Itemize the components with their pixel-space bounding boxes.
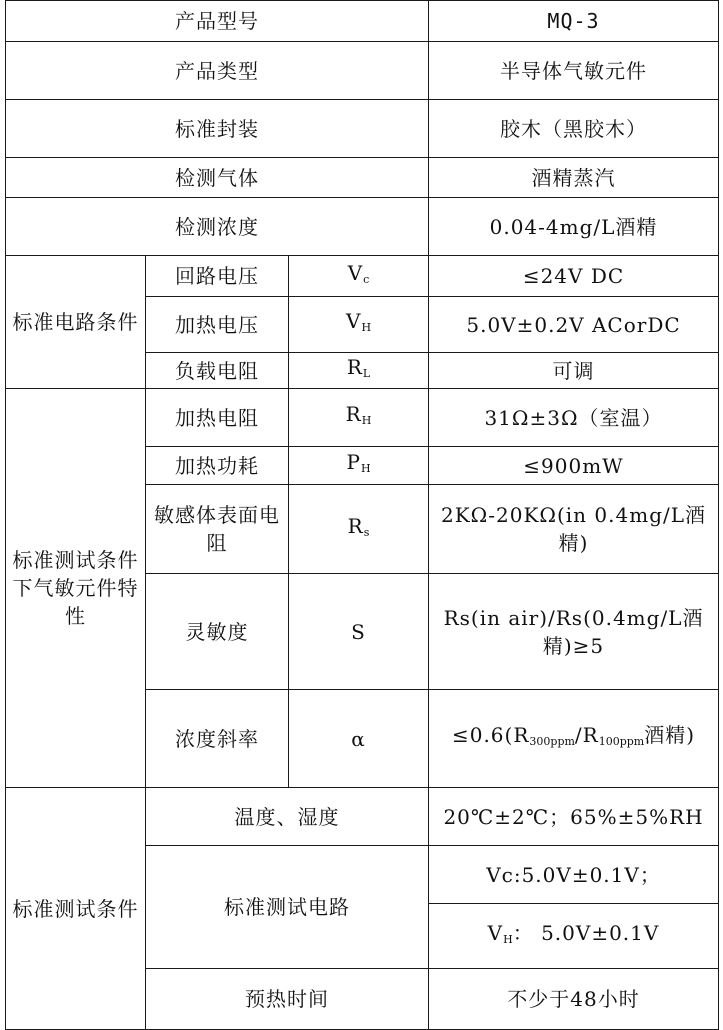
row-label-model: 产品型号: [6, 1, 429, 42]
table-row: [6, 100, 719, 158]
param-name: 浓度斜率: [146, 690, 289, 788]
table-row: [6, 256, 719, 297]
row-label-package: 标准封装: [6, 100, 429, 158]
table-row: [6, 1, 719, 42]
param-name: 预热时间: [146, 969, 429, 1030]
param-name: 负载电阻: [146, 353, 289, 389]
param-value: 31Ω±3Ω（室温）: [429, 389, 719, 447]
param-name: 加热电压: [146, 297, 289, 353]
table-row: [6, 198, 719, 256]
param-symbol: $P_H$: [289, 447, 429, 485]
param-symbol: $R_s$: [289, 485, 429, 574]
param-value: 20℃±2℃；65%±5%RH: [429, 788, 719, 846]
param-name: 加热电阻: [146, 389, 289, 447]
param-value: $\le 0.6(R_{300ppm}/R_{100ppm}$酒精): [429, 690, 719, 788]
param-name: 标准测试电路: [146, 846, 429, 969]
row-label-gas: 检测气体: [6, 158, 429, 198]
row-label-type: 产品类型: [6, 42, 429, 100]
row-value-package: 胶木（黑胶木）: [429, 100, 719, 158]
group-circuit: 标准电路条件: [6, 256, 146, 389]
table-row: [6, 158, 719, 198]
param-value: $V_H$： 5.0V±0.1V: [429, 904, 719, 969]
param-name: 灵敏度: [146, 574, 289, 690]
row-value-type: 半导体气敏元件: [429, 42, 719, 100]
param-symbol: $R_H$: [289, 389, 429, 447]
param-symbol: $R_L$: [289, 353, 429, 389]
param-name: 回路电压: [146, 256, 289, 297]
spec-table: [5, 0, 719, 1030]
param-name: 加热功耗: [146, 447, 289, 485]
param-name: 温度、湿度: [146, 788, 429, 846]
param-name: 敏感体表面电阻: [146, 485, 289, 574]
row-value-concentration: 0.04-4mg/L酒精: [429, 198, 719, 256]
row-value-model: MQ-3: [429, 1, 719, 42]
row-value-gas: 酒精蒸汽: [429, 158, 719, 198]
param-value: Vc:5.0V±0.1V；: [429, 846, 719, 904]
param-symbol: $V_H$: [289, 297, 429, 353]
param-symbol: S: [289, 574, 429, 690]
param-value: 不少于48小时: [429, 969, 719, 1030]
param-value: 2KΩ-20KΩ(in 0.4mg/L酒精): [429, 485, 719, 574]
group-characteristics: 标准测试条件下气敏元件特性: [6, 389, 146, 788]
table-row: [6, 788, 719, 846]
param-value: 5.0V±0.2V ACorDC: [429, 297, 719, 353]
param-value: Rs(in air)/Rs(0.4mg/L酒精)≥5: [429, 574, 719, 690]
param-symbol: $V_c$: [289, 256, 429, 297]
table-row: [6, 42, 719, 100]
param-value: ≤900mW: [429, 447, 719, 485]
param-symbol: α: [289, 690, 429, 788]
param-value: 可调: [429, 353, 719, 389]
table-row: [6, 389, 719, 447]
param-value: ≤24V DC: [429, 256, 719, 297]
row-label-concentration: 检测浓度: [6, 198, 429, 256]
group-test-conditions: 标准测试条件: [6, 788, 146, 1030]
